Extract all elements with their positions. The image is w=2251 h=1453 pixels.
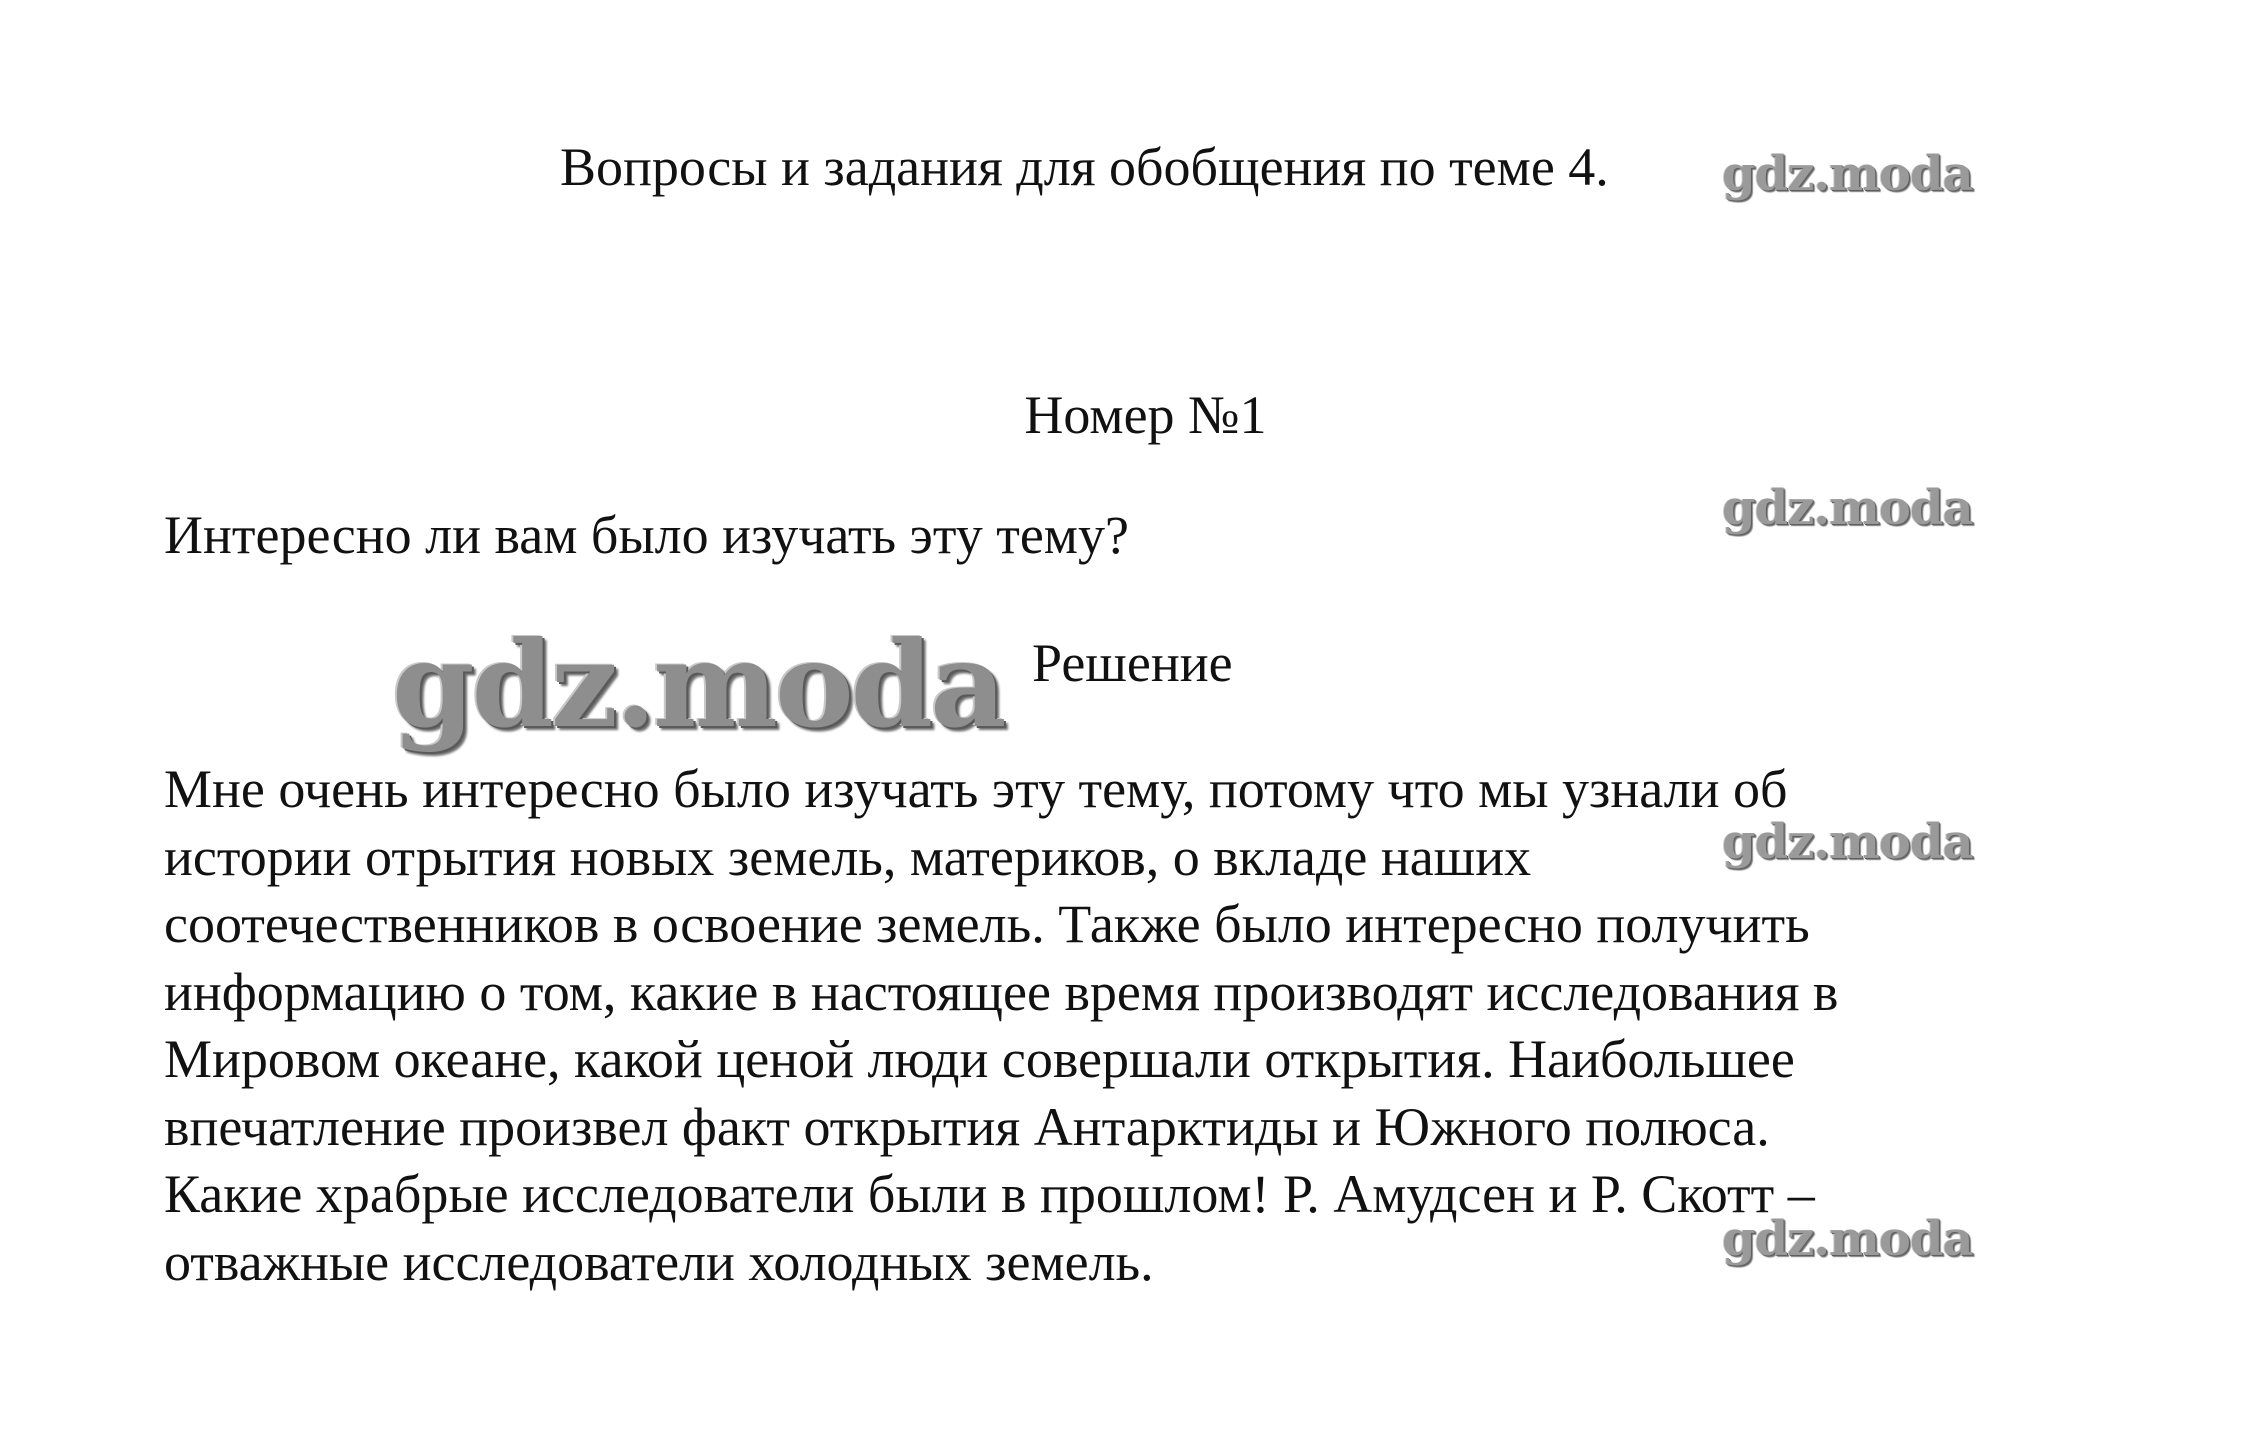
watermark-logo: gdz.moda bbox=[1722, 1211, 1973, 1267]
answer-line: соотечественников в освоение земель. Также было интересно получить bbox=[164, 894, 1810, 954]
task-question: Интересно ли вам было изучать эту тему? bbox=[164, 505, 1129, 565]
watermark-logo: gdz.moda bbox=[1722, 814, 1973, 870]
watermark-logo: gdz.moda bbox=[1722, 146, 1973, 202]
watermark-logo: gdz.moda bbox=[1722, 480, 1973, 536]
answer-line: отважные исследователи холодных земель. bbox=[164, 1231, 1154, 1292]
watermark-logo-large: gdz.moda bbox=[392, 615, 1004, 754]
answer-line: истории отрытия новых земель, материков, о вкладе наших bbox=[164, 826, 1532, 887]
answer-line: Мне очень интересно было изучать эту тему, потому что мы узнали об bbox=[164, 759, 1788, 819]
solution-heading: Решение bbox=[1032, 633, 1233, 693]
page-title: Вопросы и задания для обобщения по теме 4. bbox=[560, 137, 1609, 197]
answer-line: Какие храбрые исследователи были в прошлом! Р. Амудсен и Р. Скотт – bbox=[164, 1164, 1815, 1224]
answer-line: Мировом океане, какой ценой люди совершали открытия. Наибольшее bbox=[164, 1029, 1795, 1089]
task-number: Номер №1 bbox=[1024, 385, 1267, 445]
answer-line: впечатление произвел факт открытия Антарктиды и Южного полюса. bbox=[164, 1096, 1770, 1157]
answer-line: информацию о том, какие в настоящее время производят исследования в bbox=[164, 961, 1839, 1022]
